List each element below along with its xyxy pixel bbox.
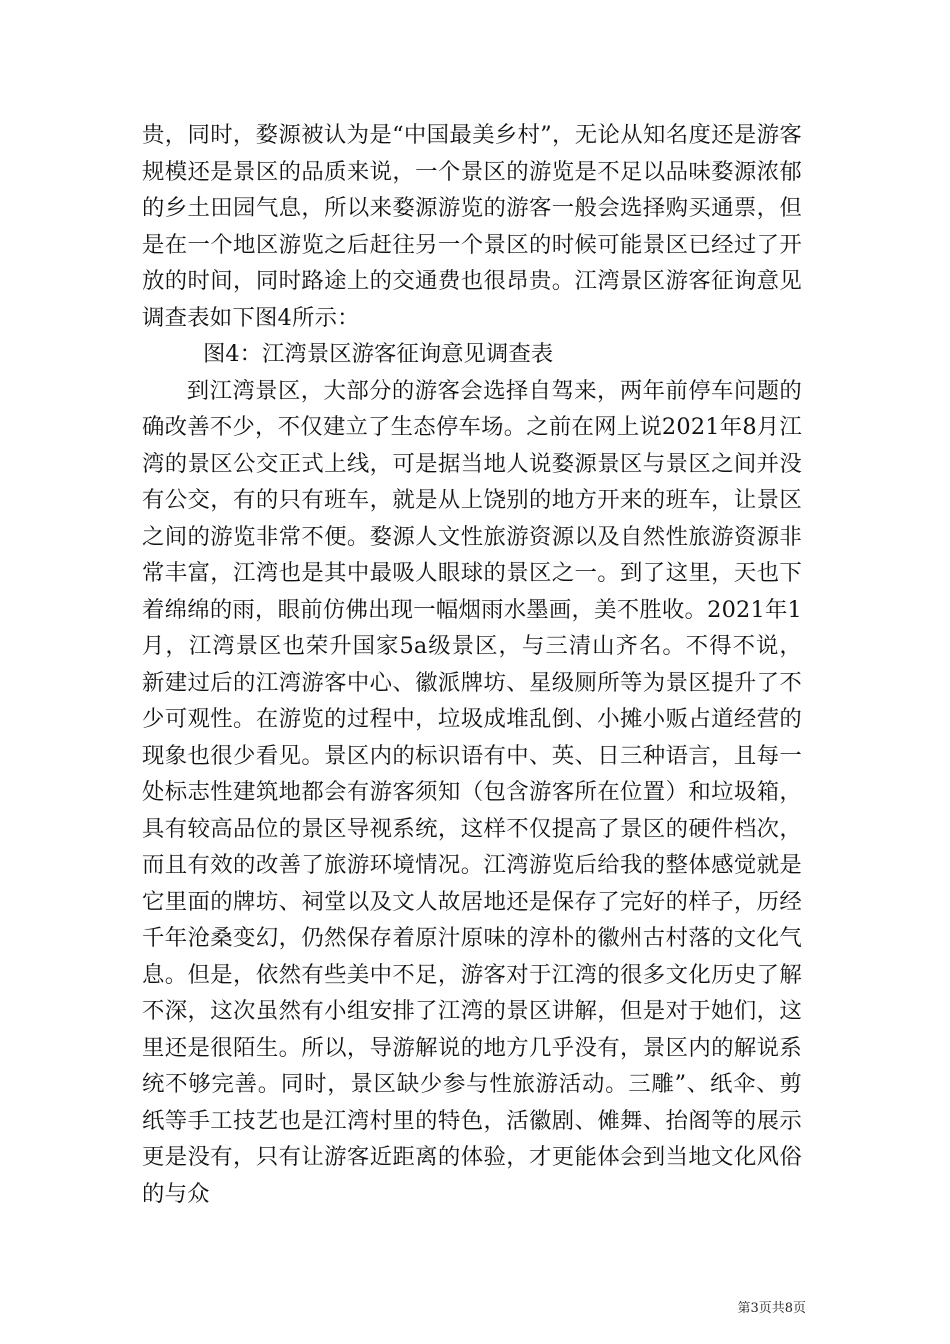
- paragraph-continued: 贵，同时，婺源被认为是“中国最美乡村”，无论从知名度还是游客规模还是景区的品质来说，一个景区的游览是不足以品味婺源浓郁的乡土田园气息，所以来婺源游览的游客一般会选择购买通票，但是在一个地区游览之后赶往另一个景区的时候可能景区已经过了开放的时间，同时路途上的交通费也很昂贵。江湾景区游客征询意见调查表如下图4所示：: [142, 122, 802, 331]
- body-text: [142, 117, 802, 1212]
- figure-caption: 图4：江湾景区游客征询意见调查表: [203, 341, 554, 367]
- page-number: 第3页共8页: [737, 1301, 806, 1316]
- paragraph-jiangwan: 到江湾景区，大部分的游客会选择自驾来，两年前停车问题的确改善不少，不仅建立了生态停车场。之前在网上说2021年8月江湾的景区公交正式上线，可是据当地人说婺源景区与景区之间并没有公交，有的只有班车，就是从上饶别的地方开来的班车，让景区之间的游览非常不便。婺源人文性旅游资源以及自然性旅游资源非常丰富，江湾也是其中最吸人眼球的景区之一。到了这里，天也下着绵绵的雨，眼前仿佛出现一幅烟雨水墨画，美不胜收。2021年1月，江湾景区也荣升国家5a级景区，与三清山齐名。不得不说，新建过后的江湾游客中心、徽派牌坊、星级厕所等为景区提升了不少可观性。在游览的过程中，垃圾成堆乱倒、小摊小贩占道经营的现象也很少看见。景区内的标识语有中、英、日三种语言，且每一处标志性建筑地都会有游客须知（包含游客所在位置）和垃圾箱，具有较高品位的景区导视系统，这样不仅提高了景区的硬件档次，而且有效的改善了旅游环境情况。江湾游览后给我的整体感觉就是它里面的牌坊、祠堂以及文人故居地还是保存了完好的样子，历经千年沧桑变幻，仍然保存着原汁原味的淳朴的徽州古村落的文化气息。但是，依然有些美中不足，游客对于江湾的很多文化历史了解不深，这次虽然有小组安排了江湾的景区讲解，但是对于她们，这里还是很陌生。所以，导游解说的地方几乎没有，景区内的解说系统不够完善。同时，景区缺少参与性旅游活动。三雕”、纸伞、剪纸等手工技艺也是江湾村里的特色，活徽剧、傩舞、抬阁等的展示更是没有，只有让游客近距离的体验，才更能体会到当地文化风俗的与众: [142, 377, 802, 1207]
